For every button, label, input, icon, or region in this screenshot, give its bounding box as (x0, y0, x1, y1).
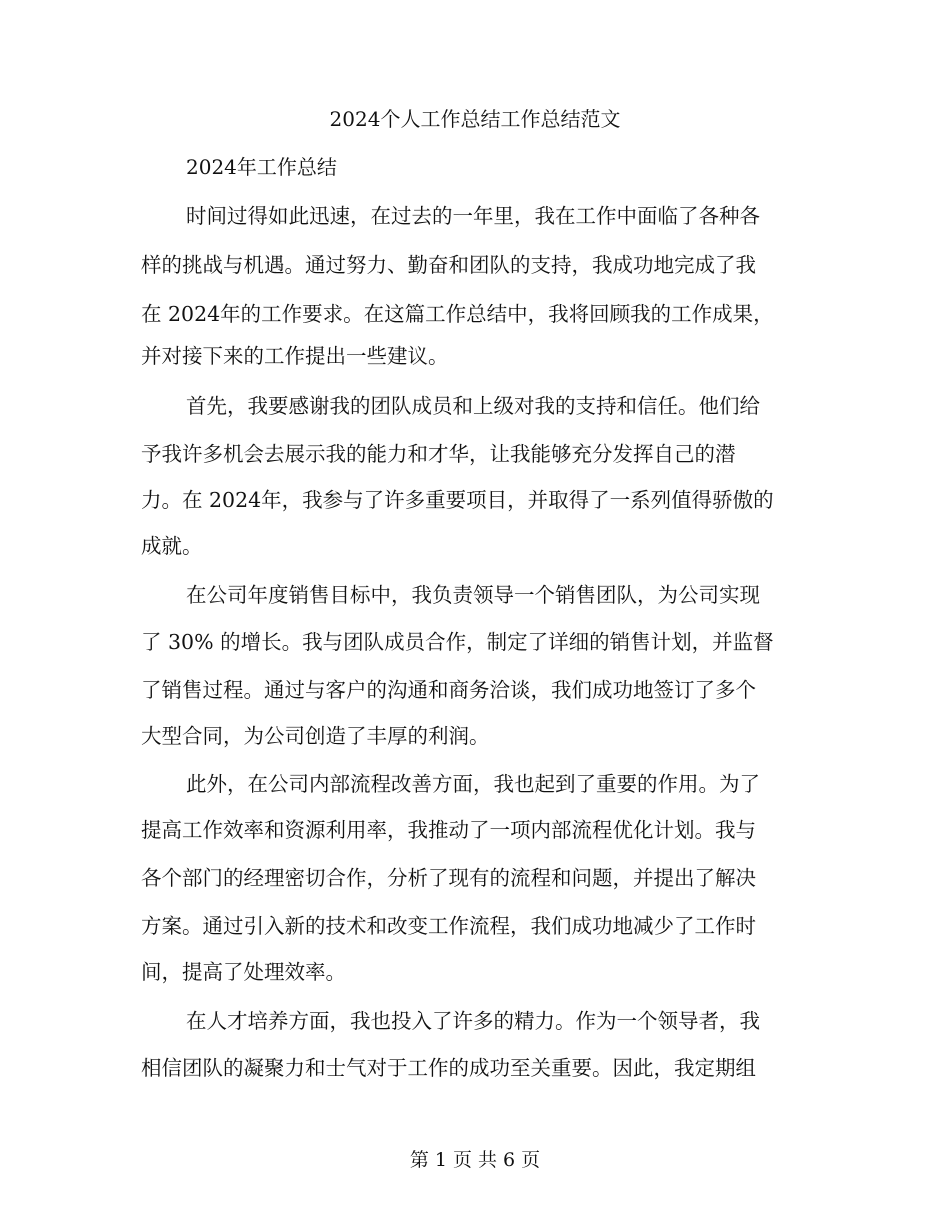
paragraph-2-line-1: 首先，我要感谢我的团队成员和上级对我的支持和信任。他们给 (186, 394, 760, 418)
paragraph-1-line-2: 样的挑战与机遇。通过努力、勤奋和团队的支持，我成功地完成了我 (141, 253, 756, 277)
paragraph-2-line-4: 成就。 (141, 534, 203, 558)
paragraph-4-line-4: 方案。通过引入新的技术和改变工作流程，我们成功地减少了工作时 (141, 914, 756, 938)
paragraph-2-line-3: 力。在 2024年，我参与了许多重要项目，并取得了一系列值得骄傲的 (141, 488, 774, 512)
page-footer: 第 1 页 共 6 页 (409, 1149, 541, 1171)
document-title: 2024个人工作总结工作总结范文 (329, 107, 621, 131)
paragraph-1-line-3: 在 2024年的工作要求。在这篇工作总结中，我将回顾我的工作成果， (141, 302, 774, 326)
paragraph-3-line-2: 了 30% 的增长。我与团队成员合作，制定了详细的销售计划，并监督 (141, 630, 774, 654)
paragraph-3-line-1: 在公司年度销售目标中，我负责领导一个销售团队，为公司实现 (186, 583, 760, 607)
paragraph-5-line-1: 在人才培养方面，我也投入了许多的精力。作为一个领导者，我 (186, 1009, 760, 1033)
paragraph-3-line-3: 了销售过程。通过与客户的沟通和商务洽谈，我们成功地签订了多个 (141, 678, 756, 702)
paragraph-1-line-1: 时间过得如此迅速，在过去的一年里，我在工作中面临了各种各 (186, 204, 760, 228)
paragraph-4-line-5: 间，提高了处理效率。 (141, 960, 346, 984)
document-subtitle: 2024年工作总结 (186, 155, 337, 179)
paragraph-4-line-3: 各个部门的经理密切合作，分析了现有的流程和问题，并提出了解决 (141, 866, 756, 890)
paragraph-2-line-2: 予我许多机会去展示我的能力和才华，让我能够充分发挥自己的潜 (141, 442, 736, 466)
paragraph-1-line-4: 并对接下来的工作提出一些建议。 (141, 344, 449, 368)
paragraph-4-line-1: 此外，在公司内部流程改善方面，我也起到了重要的作用。为了 (186, 772, 760, 796)
paragraph-3-line-4: 大型合同，为公司创造了丰厚的利润。 (141, 724, 490, 748)
paragraph-5-line-2: 相信团队的凝聚力和士气对于工作的成功至关重要。因此，我定期组 (141, 1056, 756, 1080)
paragraph-4-line-2: 提高工作效率和资源利用率，我推动了一项内部流程优化计划。我与 (141, 818, 756, 842)
